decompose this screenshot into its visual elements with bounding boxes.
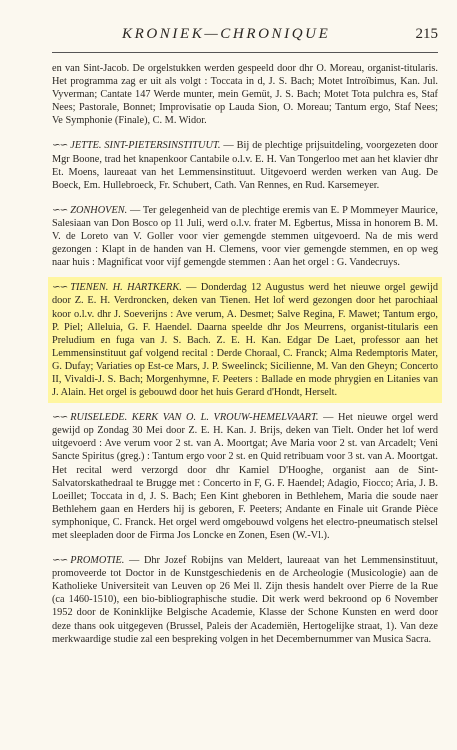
article-heading: RUISELEDE. KERK VAN O. L. VROUW-HEMELVAART. — [70, 412, 319, 424]
article-text: — Donderdag 12 Augustus werd het nieuwe orgel gewijd door Z. E. H. Verdroncken, deken van Tienen. Het lof werd gezongen door het parochiaal koor o.l.v. dhr J. Soeverijns : Ave verum, A. Desmet; Salve Regina, F. Mawet; Tantum ergo, P. Piel; Alleluia, G. F. Haendel. Daarna speelde dhr Jos Meurrens, organist-titularis een Preludium en fuga van J. S. Bach. Z. E. H. Kan. Edgar De Laet, professor aan het Lemmensinstituut gaf volgend recital : Derde Choraal, C. Franck; Alma Redemptoris Mater, G. Dufay; Variaties op Est-ce Mars, J. P. Sweelinck; Sicilienne, M. Van den Gheyn; Concerto II, Vivaldi-J. S. Bach; Morgenhymne, F. Peeters : Ballade en mode phrygien en Litanies van J. Alain. Het orgel is gebouwd door het huis Gerard d'Hondt, Herselt. — [52, 282, 438, 399]
article-intro-continuation — [52, 62, 438, 127]
article-heading: JETTE. SINT-PIETERSINSTITUUT. — [70, 140, 221, 152]
page-header — [52, 24, 438, 53]
article-zonhoven — [52, 204, 438, 269]
ornament-icon: ∽∽ — [52, 140, 68, 152]
article-text: — Het nieuwe orgel werd gewijd op Zondag 30 Mei door Z. E. H. Kan. J. Brijs, deken van Tielt. Onder het lof werd uitgevoerd : Ave verum voor 2 st. van A. Moortgat; Ave Maria voor 2 st. van Arcadelt; Veni Sancte Spiritus (greg.) : Tantum ergo voor 2 st. en Quid retribuam voor 3 st. van A. Moortgat. Het recital werd verzorgd door dhr Kamiel D'Hooghe, organist aan de Sint-Salvatorskathedraal te Brugge met : Concerto in F, G. F. Haendel; Adagio, Fiocco; Aria, J. B. Loeillet; Toccata in d, J. S. Bach; Een Kint gheboren in Bethlehem, Maria die soude naer Bethlehem gaan en Herders hij is geboren, F. Peeters; Andante en Finale uit Grande Pièce symphonique, C. Franck. Het orgel werd omgebouwd volgens het electro-pneumatisch stelsel met sleepladen door de Firma Jos Loncke en Zonen, Esen (W.-Vl.). — [52, 412, 438, 541]
article-heading: TIENEN. H. HARTKERK. — [70, 282, 182, 294]
article-heading: ZONHOVEN. — [70, 204, 128, 216]
ornament-icon: ∽∽ — [52, 204, 68, 216]
article-ruiselede — [52, 411, 438, 542]
article-text: en van Sint-Jacob. De orgelstukken werden gespeeld door dhr O. Moreau, organist-titularis. Het programma zag er uit als volgt : Toccata in d, J. S. Bach; Motet Introïbimus, Kan. Jul. Vyverman; Cantate 147 Werde munter, mein Gemüt, J. S. Bach; Motet Tota pulchra es, Staf Nees; Pastorale, Bonnet; Improvisatie op Lauda Sion, O. Moreau; Tantum ergo, Staf Nees; Ve Symphonie (Finale), C. M. Widor. — [52, 63, 438, 127]
ornament-icon: ∽∽ — [52, 282, 68, 294]
running-title: KRONIEK—CHRONIQUE — [122, 26, 331, 42]
article-heading: PROMOTIE. — [70, 555, 125, 567]
ornament-icon: ∽∽ — [52, 555, 68, 567]
ornament-icon: ∽∽ — [52, 412, 68, 424]
page-number: 215 — [415, 26, 438, 42]
article-jette — [52, 139, 438, 191]
article-promotie — [52, 554, 438, 646]
article-text: — Bij de plechtige prijsuitdeling, voorgezeten door Mgr Boone, trad het knapenkoor Cantabile o.l.v. E. H. Van Tongerloo met aan het klavier dhr Et. Moens, laureaat van het Lemmensinstituut. Uitgevoerd werden werken van Aug. De Boeck, Em. Hullebroeck, Fr. Schubert, Cath. Van Rennes, en Rud. Karsemeyer. — [52, 140, 438, 191]
article-tienen-highlighted — [52, 281, 438, 399]
article-text: — Ter gelegenheid van de plechtige eremis van E. P Mommeyer Maurice, Salesiaan van Don Bosco op 11 Juli, werd o.l.v. frater M. Egbertus, Missa in honorem B. M. V. de Loreto van V. Goller voor vier gemengde stemmen uitgevoerd. Na de mis werd gezongen : Klapt in de handen van H. Clemens, voor vier gemengde stemmen, en op weg naar huis : Magnificat voor vijf gemengde stemmen : Aan het orgel : G. Vandecruys. — [52, 204, 438, 269]
article-text: — Dhr Jozef Robijns van Meldert, laureaat van het Lemmensinstituut, promoveerde tot Doctor in de Kunstgeschiedenis en de Archeologie (Musicologie) aan de Katholieke Universiteit van Leuven op 26 Mei ll. Zijn thesis handelt over Pierre de la Rue (ca 1460-1510), een bio-bibliographische studie. Dit werk werd bekroond op 6 November 1952 door de Koninklijke Belgische Academie, Klasse der Schone Kunsten en werd door deze thans ook uitgegeven (Brussel, Paleis der Academiën, Hertogelijke straat, 1). Van deze merkwaardige studie zal een bespreking volgen in het Decembernummer van Musica Sacra. — [52, 555, 438, 645]
